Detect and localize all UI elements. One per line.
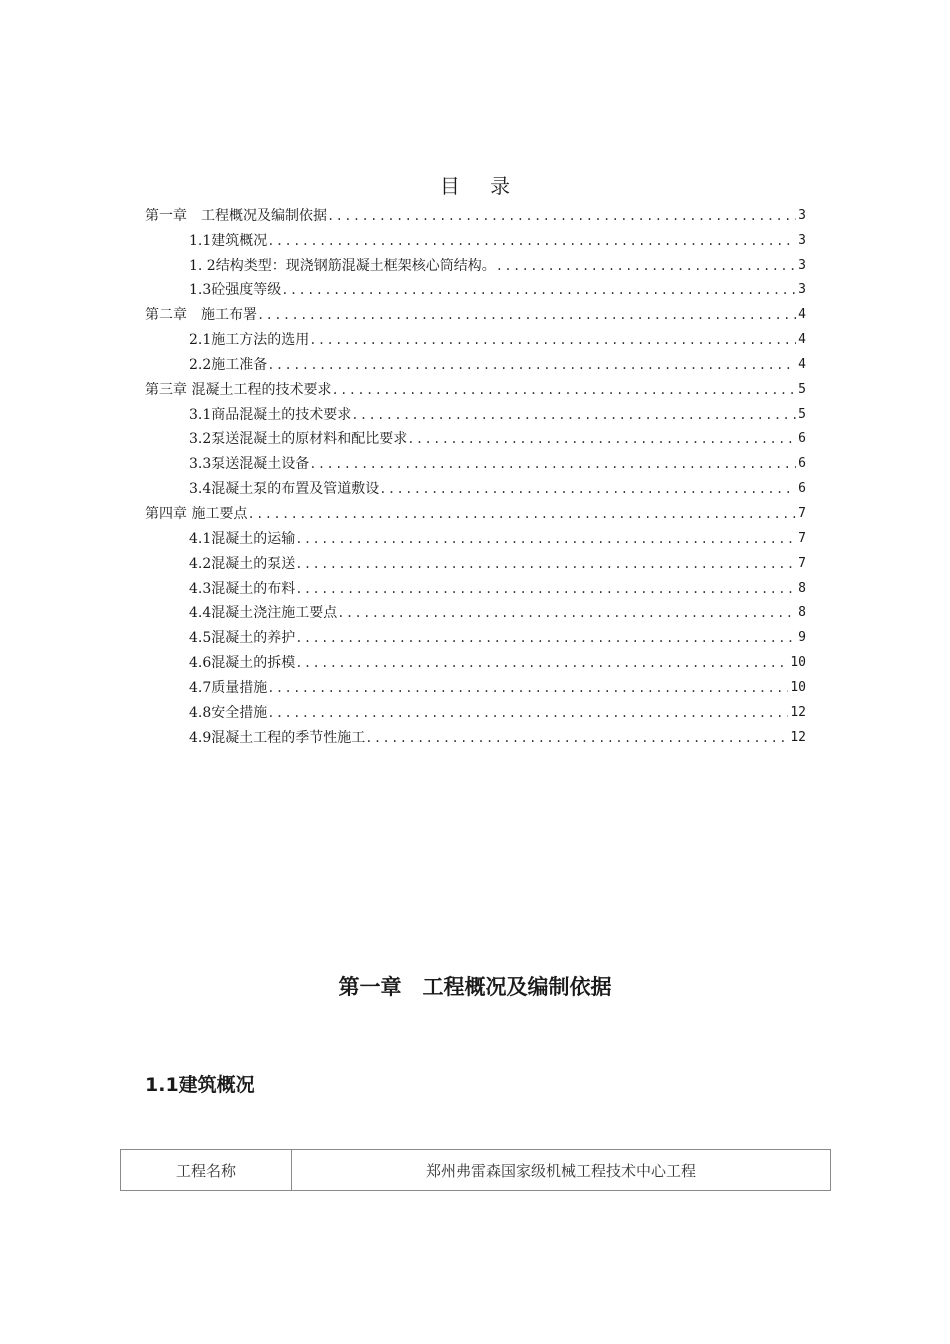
toc-dot-leader [257,306,796,324]
toc-page-number: 6 [798,456,806,472]
toc-dot-leader [267,232,796,250]
toc-dot-leader [331,381,796,399]
toc-dot-leader [267,679,788,697]
toc-dot-leader [407,430,796,448]
toc-entry-label: 3.2泵送混凝土的原材料和配比要求 [189,431,408,448]
toc-dot-leader [267,356,796,374]
toc-dot-leader [295,555,796,573]
toc-entry[interactable] [145,225,806,250]
toc-entry[interactable] [145,523,806,548]
toc-entry-label: 4.1混凝土的运输 [189,530,296,547]
toc-page-number: 5 [798,406,806,422]
toc-dot-leader [327,207,796,225]
toc-entry[interactable] [145,349,806,374]
toc-page-number: 6 [798,431,806,447]
toc-entry[interactable] [145,374,806,399]
toc-page-number: 6 [798,481,806,497]
toc-entry[interactable] [145,399,806,424]
toc-page-number: 5 [798,381,806,397]
toc-dot-leader [295,580,796,598]
toc-entry-label: 4.2混凝土的泵送 [189,555,296,572]
toc-entry-label: 1. 2结构类型：现浇钢筋混凝土框架核心筒结构。 [189,257,496,274]
toc-page-number: 4 [798,307,806,323]
chapter-heading: 第一章 工程概况及编制依据 [338,975,612,999]
toc-page-number: 8 [798,605,806,621]
toc-entry[interactable] [145,573,806,598]
toc-dot-leader [281,281,796,299]
toc-page-number: 4 [798,356,806,372]
toc-dot-leader [295,629,796,647]
toc-page-number: 3 [798,282,806,298]
toc-dot-leader [337,604,796,622]
toc-dot-leader [295,654,788,672]
toc-entry[interactable] [145,498,806,523]
toc-entry-label: 4.9混凝土工程的季节性施工 [189,729,366,746]
toc-dot-leader [379,480,796,498]
toc-entry[interactable] [145,622,806,647]
toc-entry-label: 1.3砼强度等级 [189,282,282,299]
toc-page-number: 7 [798,530,806,546]
toc-dot-leader [309,455,796,473]
toc-entry[interactable] [145,647,806,672]
toc-entry[interactable] [145,548,806,573]
toc-entry-label: 第四章 施工要点 [145,505,248,522]
toc-entry[interactable] [145,722,806,747]
toc-dot-leader [295,530,796,548]
toc-entry-label: 4.5混凝土的养护 [189,630,296,647]
toc-entry-label: 1.1建筑概况 [189,232,268,249]
toc-entry-label: 3.1商品混凝土的技术要求 [189,406,352,423]
toc-page-number: 7 [798,505,806,521]
toc-entry[interactable] [145,672,806,697]
toc-page-number: 12 [790,729,806,745]
table-key-cell: 工程名称 [121,1150,292,1191]
toc-page-number: 3 [798,207,806,223]
toc-entry-label: 3.3泵送混凝土设备 [189,456,310,473]
toc-entry-label: 第一章 工程概况及编制依据 [145,207,327,224]
toc-entry[interactable] [145,598,806,623]
toc-entry-label: 2.1施工方法的选用 [189,332,310,349]
toc-dot-leader [365,729,788,747]
project-info-table [120,1149,831,1191]
toc-entry-label: 4.8安全措施 [189,704,268,721]
toc-entry-label: 4.6混凝土的拆模 [189,655,296,672]
toc-dot-leader [496,257,796,275]
toc-entry[interactable] [145,448,806,473]
toc-entry[interactable] [145,473,806,498]
toc-title: 目 录 [439,174,523,198]
toc-entry[interactable] [145,250,806,275]
toc-entry[interactable] [145,275,806,300]
toc-entry-label: 3.4混凝土泵的布置及管道敷设 [189,481,380,498]
toc-page-number: 9 [798,630,806,646]
toc-entry-label: 第三章 混凝土工程的技术要求 [145,381,332,398]
toc-dot-leader [309,331,796,349]
toc-entry[interactable] [145,200,806,225]
toc-page-number: 7 [798,555,806,571]
table-row [121,1150,831,1191]
toc-entry-label: 4.4混凝土浇注施工要点 [189,605,338,622]
toc-entry-label: 4.3混凝土的布料 [189,580,296,597]
toc-entry-label: 4.7质量措施 [189,679,268,696]
toc-dot-leader [351,406,796,424]
toc-entry[interactable] [145,299,806,324]
toc-entry[interactable] [145,697,806,722]
toc-page-number: 3 [798,257,806,273]
table-value-cell: 郑州弗雷森国家级机械工程技术中心工程 [292,1150,831,1191]
table-of-contents [145,200,806,747]
toc-entry[interactable] [145,424,806,449]
toc-entry-label: 第二章 施工布署 [145,307,257,324]
toc-entry-label: 2.2施工准备 [189,356,268,373]
toc-page-number: 10 [790,655,806,671]
toc-page-number: 8 [798,580,806,596]
toc-page-number: 3 [798,232,806,248]
toc-page-number: 10 [790,679,806,695]
toc-page-number: 12 [790,704,806,720]
toc-entry[interactable] [145,324,806,349]
toc-dot-leader [247,505,796,523]
toc-dot-leader [267,704,788,722]
section-heading: 1.1建筑概况 [145,1074,255,1096]
toc-page-number: 4 [798,332,806,348]
